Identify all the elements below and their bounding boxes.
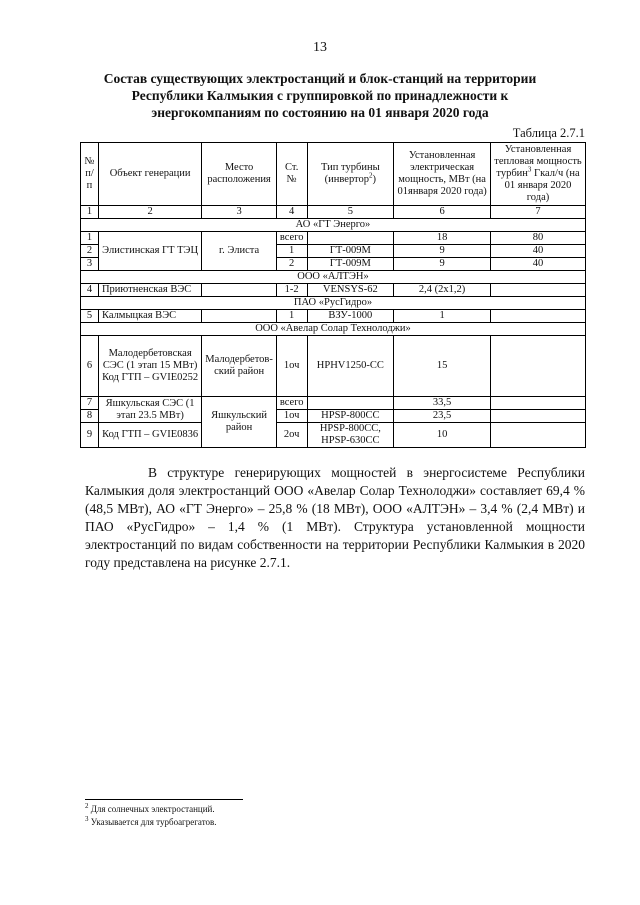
table-row: [81, 423, 586, 448]
cell-turbine: ГТ-009М: [307, 258, 394, 271]
cell-heat-power: [491, 410, 586, 423]
table-row: [81, 310, 586, 323]
table-row: [81, 284, 586, 297]
cell-heat-power: [491, 423, 586, 448]
cell-turbine: HPSP-800CC, HPSP-630CC: [307, 423, 394, 448]
col-number: 3: [202, 206, 277, 219]
cell-station: всего: [276, 397, 307, 410]
cell-heat-power: 40: [491, 258, 586, 271]
group-row: [81, 323, 586, 336]
group-alten: ООО «АЛТЭН»: [81, 271, 586, 284]
cell-station: 1-2: [276, 284, 307, 297]
group-row: [81, 271, 586, 284]
cell-turbine: VENSYS-62: [307, 284, 394, 297]
cell-el-power: 23,5: [394, 410, 491, 423]
header-station: Ст. №: [276, 143, 307, 206]
header-turbine: Тип турбины (инвертор$^2$): [307, 143, 394, 206]
cell-num: 5: [81, 310, 99, 323]
cell-num: 4: [81, 284, 99, 297]
cell-station: всего: [276, 232, 307, 245]
footnote-3: $^3$ Указывается для турбоагрегатов.: [85, 815, 217, 827]
col-number: 4: [276, 206, 307, 219]
col-number: 5: [307, 206, 394, 219]
cell-turbine: [307, 397, 394, 410]
cell-turbine: ГТ-009М: [307, 245, 394, 258]
cell-object: Код ГТП – GVIE0836: [98, 423, 201, 448]
generation-table: [80, 142, 586, 448]
cell-num: 3: [81, 258, 99, 271]
cell-object: Приютненская ВЭС: [98, 284, 201, 297]
cell-object-elista: Элистинская ГТ ТЭЦ: [98, 232, 201, 271]
header-location: Место расположения: [202, 143, 277, 206]
footnote-divider: [85, 799, 243, 800]
col-number: 2: [98, 206, 201, 219]
body-paragraph: В структуре генерирующих мощностей в энергосистеме Республики Калмыкия доля электростанций ООО «Авелар Солар Технолоджи» составляет 69,4 % (48,5 МВт), АО «ГТ Энерго» – 25,8 % (18 МВт), ООО «АЛТЭН» – 3,4 % (2,4 МВт) и ПАО «РусГидро» – 1,4 % (1 МВт). Структура установленной мощности электростанций по видам собственности на территории Республики Калмыкия в 2020 году представлена на рисунке 2.7.1.: [85, 465, 585, 570]
table-row: [81, 336, 586, 397]
cell-num: 6: [81, 336, 99, 397]
page-number: 13: [313, 40, 327, 55]
cell-location: [202, 284, 277, 297]
cell-heat-power: 80: [491, 232, 586, 245]
table-row: [81, 397, 586, 410]
column-number-row: [81, 206, 586, 219]
cell-num: 9: [81, 423, 99, 448]
cell-location: [202, 310, 277, 323]
document-title: Состав существующих электростанций и блок-станций на территории Республики Калмыкия с группировкой по принадлежности к энергокомпаниям по состоянию на 01 января 2020 года: [103, 71, 537, 120]
cell-station: 1: [276, 245, 307, 258]
cell-heat-power: [491, 310, 586, 323]
cell-el-power: 10: [394, 423, 491, 448]
cell-station: 1: [276, 310, 307, 323]
group-row: [81, 297, 586, 310]
cell-object-yashkul: Яшкульская СЭС (1 этап 23.5 МВт): [98, 397, 201, 423]
cell-station: 2: [276, 258, 307, 271]
cell-turbine: HPSP-800CC: [307, 410, 394, 423]
cell-object: Калмыцкая ВЭС: [98, 310, 201, 323]
cell-station: 1оч: [276, 410, 307, 423]
header-el-power: Установленная электрическая мощность, МВт (на 01января 2020 года): [394, 143, 491, 206]
col-number: 1: [81, 206, 99, 219]
cell-el-power: 15: [394, 336, 491, 397]
cell-num: 8: [81, 410, 99, 423]
table-row: [81, 232, 586, 245]
cell-heat-power: 40: [491, 245, 586, 258]
cell-el-power: 18: [394, 232, 491, 245]
cell-station: 2оч: [276, 423, 307, 448]
cell-heat-power: [491, 397, 586, 410]
group-avelar: ООО «Авелар Солар Технолоджи»: [81, 323, 586, 336]
cell-num: 1: [81, 232, 99, 245]
header-heat-power: Установленная тепловая мощность турбин$^3$ Гкал/ч (на 01 января 2020 года): [491, 143, 586, 206]
cell-turbine: ВЗУ-1000: [307, 310, 394, 323]
header-object: Объект генерации: [98, 143, 201, 206]
group-row: [81, 219, 586, 232]
cell-num: 7: [81, 397, 99, 410]
cell-el-power: 33,5: [394, 397, 491, 410]
col-number: 7: [491, 206, 586, 219]
cell-el-power: 1: [394, 310, 491, 323]
footnote-2: $^2$ Для солнечных электростанций.: [85, 802, 215, 814]
cell-object: Малодербетовская СЭС (1 этап 15 МВт) Код ГТП – GVIE0252: [98, 336, 201, 397]
cell-turbine: HPHV1250-CC: [307, 336, 394, 397]
cell-turbine: [307, 232, 394, 245]
table-label: Таблица 2.7.1: [512, 126, 585, 140]
cell-location-elista: г. Элиста: [202, 232, 277, 271]
cell-heat-power: [491, 284, 586, 297]
cell-location-yashkul: Яшкульский район: [202, 397, 277, 448]
cell-num: 2: [81, 245, 99, 258]
group-rushydro: ПАО «РусГидро»: [81, 297, 586, 310]
group-gt-energo: АО «ГТ Энерго»: [81, 219, 586, 232]
cell-location: Малодербетов-ский район: [202, 336, 277, 397]
cell-el-power: 9: [394, 245, 491, 258]
header-num: № п/п: [81, 143, 99, 206]
cell-el-power: 2,4 (2х1,2): [394, 284, 491, 297]
cell-heat-power: [491, 336, 586, 397]
cell-el-power: 9: [394, 258, 491, 271]
cell-station: 1оч: [276, 336, 307, 397]
col-number: 6: [394, 206, 491, 219]
table-header-row: [81, 143, 586, 206]
